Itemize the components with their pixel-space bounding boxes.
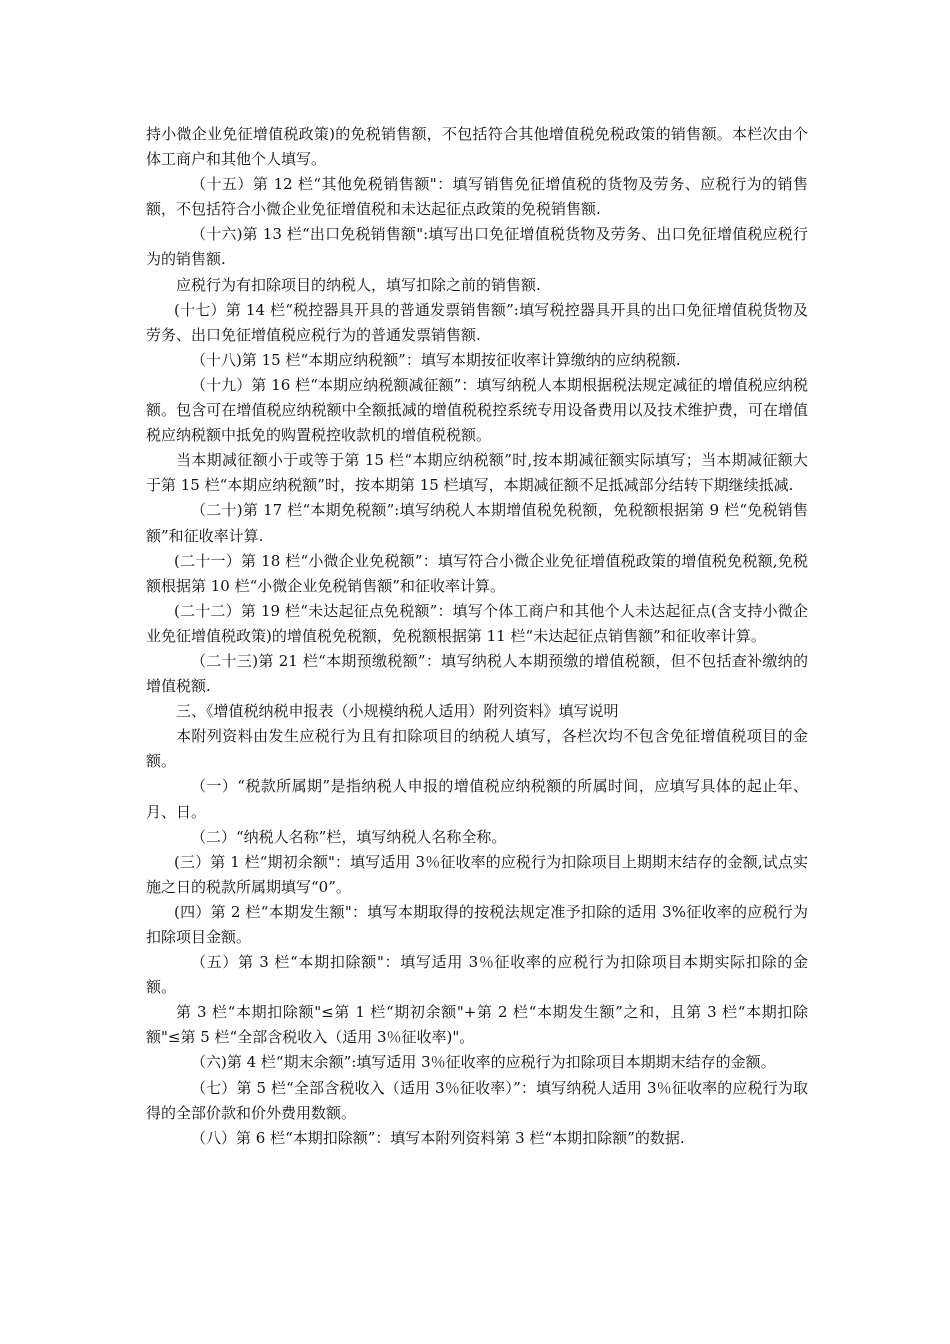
paragraph: （七）第 5 栏“全部含税收入（适用 3％征收率）”：填写纳税人适用 3％征收率的应税行为取得的全部价款和价外费用数额。 — [146, 1078, 808, 1122]
paragraph: 本附列资料由发生应税行为且有扣除项目的纳税人填写，各栏次均不包含免征增值税项目的金额。 — [146, 727, 808, 771]
paragraph: (四）第 2 栏“本期发生额"：填写本期取得的按税法规定准予扣除的适用 3%征收率的应税行为扣除项目金额。 — [146, 902, 808, 946]
paragraph: （二十)第 17 栏“本期免税额”:填写纳税人本期增值税免税额，免税额根据第 9 栏“免税销售额”和征收率计算. — [146, 501, 808, 545]
paragraph: 第 3 栏“本期扣除额"≤第 1 栏“期初余额"+第 2 栏“本期发生额”之和，且第 3 栏“本期扣除额"≤第 5 栏“全部含税收入（适用 3％征收率)"。 — [146, 1003, 808, 1047]
paragraph: （二十三)第 21 栏“本期预缴税额”：填写纳税人本期预缴的增值税额，但不包括查补缴纳的增值税额. — [146, 651, 808, 696]
paragraph: 应税行为有扣除项目的纳税人，填写扣除之前的销售额. — [176, 275, 541, 294]
paragraph: （十八)第 15 栏“本期应纳税额”：填写本期按征收率计算缴纳的应纳税额. — [191, 350, 681, 369]
paragraph: (二十二）第 19 栏“未达起征点免税额”：填写个体工商户和其他个人未达起征点(含支持小微企业免征增值税政策)的增值税免税额，免税额根据第 11 栏“未达起征点销售额”和征收率计算。 — [146, 601, 808, 645]
paragraph: (三）第 1 栏“期初余额"：填写适用 3％征收率的应税行为扣除项目上期期末结存的金额,试点实施之日的税款所属期填写“0”。 — [146, 852, 808, 896]
paragraph: 三、《增值税纳税申报表（小规模纳税人适用）附列资料》填写说明 — [176, 702, 619, 721]
paragraph: 持小微企业免征增值税政策)的免税销售额，不包括符合其他增值税免税政策的销售额。本栏次由个体工商户和其他个人填写。 — [146, 125, 808, 169]
paragraph: （五）第 3 栏“本期扣除额"：填写适用 3％征收率的应税行为扣除项目本期实际扣除的金额。 — [146, 953, 808, 997]
paragraph: （十五）第 12 栏“其他免税销售额"：填写销售免征增值税的货物及劳务、应税行为的销售额，不包括符合小微企业免征增值税和未达起征点政策的免税销售额. — [146, 175, 808, 219]
paragraph: (二十一）第 18 栏“小微企业免税额”：填写符合小微企业免征增值税政策的增值税免税额,免税额根据第 10 栏“小微企业免税销售额”和征收率计算。 — [146, 551, 808, 595]
paragraph: （十六)第 13 栏“出口免税销售额":填写出口免征增值税货物及劳务、出口免征增值税应税行为的销售额. — [146, 225, 808, 269]
paragraph: （八）第 6 栏“本期扣除额”：填写本附列资料第 3 栏“本期扣除额”的数据. — [191, 1128, 685, 1147]
paragraph: 当本期减征额小于或等于第 15 栏“本期应纳税额”时,按本期减征额实际填写；当本期减征额大于第 15 栏“本期应纳税额”时，按本期第 15 栏填写，本期减征额不足抵减部分结转下期继续抵减. — [146, 451, 808, 495]
paragraph: （二）“纳税人名称”栏，填写纳税人名称全称。 — [191, 827, 507, 846]
paragraph: （十九）第 16 栏“本期应纳税额减征额”：填写纳税人本期根据税法规定减征的增值税应纳税额。包含可在增值税应纳税额中全额抵减的增值税税控系统专用设备费用以及技术维护费，可在增值税应纳税额中抵免的购置税控收款机的增值税税额。 — [146, 375, 808, 445]
paragraph: （一）“税款所属期”是指纳税人申报的增值税应纳税额的所属时间，应填写具体的起止年、月、日。 — [146, 777, 808, 821]
document-body — [146, 122, 808, 1151]
paragraph: （六)第 4 栏“期末余额”:填写适用 3％征收率的应税行为扣除项目本期期末结存的金额。 — [191, 1053, 776, 1072]
paragraph: (十七）第 14 栏“税控器具开具的普通发票销售额”:填写税控器具开具的出口免征增值税货物及劳务、出口免征增值税应税行为的普通发票销售额. — [146, 300, 808, 344]
